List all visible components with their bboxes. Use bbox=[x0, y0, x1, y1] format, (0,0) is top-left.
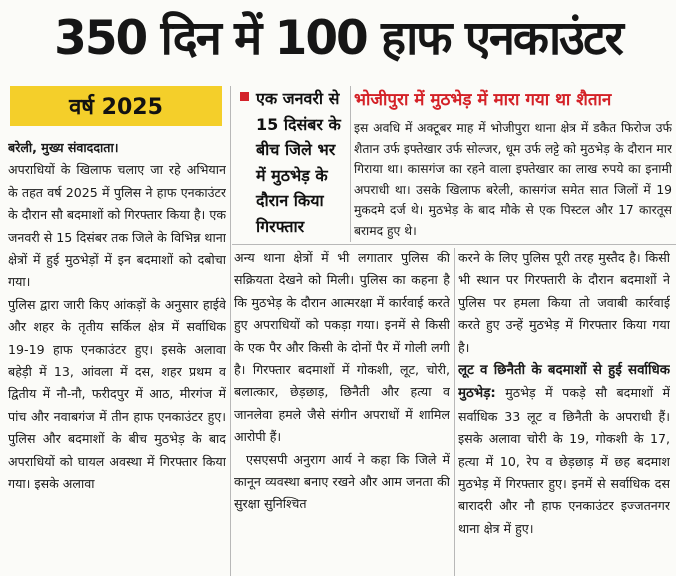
col2-paragraph-2: एसएसपी अनुराग आर्य ने कहा कि जिले में कानून व्यवस्था बनाए रखने और आम जनता की सुरक्षा सुनिश्चित bbox=[234, 451, 450, 512]
col2-paragraph-1: अन्य थाना क्षेत्रों में भी लगातार पुलिस की सक्रियता देखने को मिली। पुलिस का कहना है कि मुठभेड़ के दौरान आत्मरक्षा में कार्रवाई करते हुए अपराधियों को पकड़ा गया। इनमें से किसी के एक पैर और किसी के दोनों पैर में गोली लगी है। गिरफ्तार बदमाशों में गोकशी, लूट, चोरी, बलात्कार, छेड़छाड़, छिनैती और हत्या व जानलेवा हमले जैसे संगीन अपराधों में शामिल आरोपी हैं। bbox=[234, 250, 450, 445]
col3-paragraph-2-text: मुठभेड़ में पकड़े सौ बदमाशों में सर्वाधिक 33 लूट व छिनैती के अपराधी हैं। इसके अलावा चोरी के 19, गोकशी के 17, हत्या में 10, रेप व छेड़छाड़ में छह बदमाश मुठभेड़ में गिरफ्तार हुए। इनमें से सर्वाधिक दस बारादरी और नौ हाफ एनकाउंटर इज्जतनगर थाना क्षेत्र में हुए। bbox=[458, 385, 670, 536]
red-square-icon bbox=[240, 92, 249, 101]
year-tag bbox=[10, 86, 222, 126]
col3-paragraph-2 bbox=[458, 359, 670, 540]
headline: 350 दिन में 100 हाफ एनकाउंटर bbox=[54, 11, 622, 66]
column-1 bbox=[8, 137, 226, 576]
col3-lead: लूट व छिनैती के बदमाशों से हुई सर्वाधिक मुठभेड़: bbox=[458, 363, 670, 402]
column-2 bbox=[234, 247, 450, 576]
column-divider bbox=[350, 86, 351, 242]
col1-paragraph-1: अपराधियों के खिलाफ चलाए जा रहे अभियान के तहत वर्ष 2025 में पुलिस ने हाफ एनकाउंटर के दौरान सौ बदमाशों को गिरफ्तार किया है। एक जनवरी से 15 दिसंबर तक जिले के विभिन्न थाना क्षेत्रों में हुई मुठभेड़ों में इन बदमाशों को दबोचा गया। bbox=[8, 162, 226, 290]
sub-heading: भोजीपुरा में मुठभेड़ में मारा गया था शैतान bbox=[354, 90, 612, 110]
column-divider bbox=[230, 86, 231, 576]
column-3 bbox=[458, 247, 670, 576]
sub-body: इस अवधि में अक्टूबर माह में भोजीपुरा थाना क्षेत्र में डकैत फिरोज उर्फ शैतान उर्फ इफ्तेखार उर्फ सोल्जर, धूम उर्फ लट्टे को मुठभेड़ के दौरान मार गिराया था। कासगंज का रहने वाला इफ्तेखार का लाख रुपये का इनामी अपराधी था। उसके खिलाफ बरेली, कासगंज समेत सात जिलों में 19 मुकदमे दर्ज थे। मुठभेड़ के बाद मौके से एक पिस्टल और 17 कारतूस बरामद हुए थे। bbox=[354, 121, 672, 238]
side-heading bbox=[240, 86, 346, 242]
col3-paragraph-1: करने के लिए पुलिस पूरी तरह मुस्तैद है। किसी भी स्थान पर गिरफ्तारी के दौरान बदमाशों ने पुलिस पर हमला किया तो जवाबी कार्रवाई करते हुए उन्हें मुठभेड़ में गिरफ्तार किया गया है। bbox=[458, 250, 670, 355]
byline: बरेली, मुख्य संवाददाता। bbox=[8, 140, 119, 155]
year-tag-label: वर्ष 2025 bbox=[69, 95, 163, 120]
column-divider bbox=[454, 248, 455, 576]
section-divider bbox=[232, 244, 676, 245]
col1-paragraph-2: पुलिस द्वारा जारी किए आंकड़ों के अनुसार हाईवे और शहर के तृतीय सर्किल क्षेत्र में सर्वाधिक 19-19 हाफ एनकाउंटर हुए। इसके अलावा बहेड़ी में 13, आंवला में दस, शहर प्रथम व द्वितीय में नौ-नौ, फरीदपुर में आठ, मीरगंज में पांच और नवाबगंज में तीन हाफ एनकाउंटर हुए। पुलिस और बदमाशों के बीच मुठभेड़ के बाद अपराधियों को घायल अवस्था में गिरफ्तार किया गया। इसके अलावा bbox=[8, 296, 226, 492]
side-heading-text: एक जनवरी से 15 दिसंबर के बीच जिले भर में मुठभेड़ के दौरान किया गिरफ्तार bbox=[256, 89, 341, 236]
